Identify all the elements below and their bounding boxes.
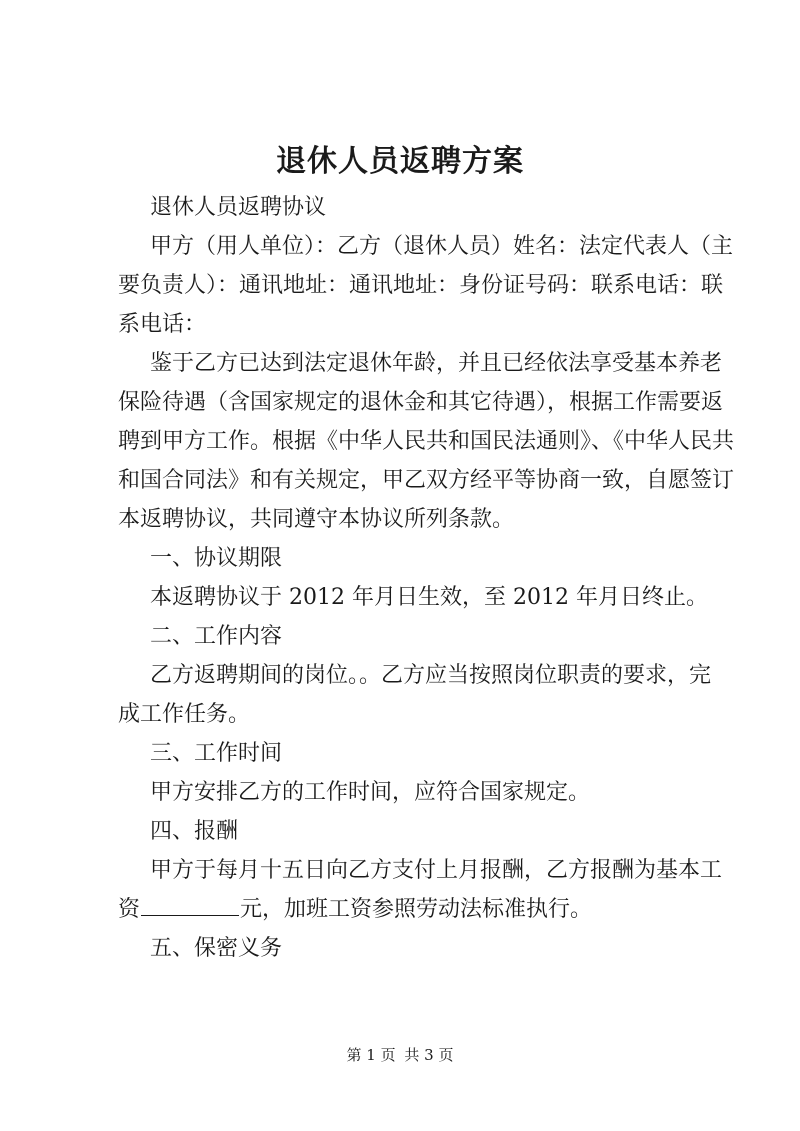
wage-suffix: 元，加班工资参照劳动法标准执行。 bbox=[240, 897, 593, 922]
text-line: 系电话： bbox=[118, 312, 207, 337]
wage-line bbox=[118, 890, 716, 929]
text-line: 甲方于每月十五日向乙方支付上月报酬，乙方报酬为基本工 bbox=[150, 858, 723, 883]
text-line: 鉴于乙方已达到法定退休年龄，并且已经依法享受基本养老 bbox=[150, 351, 723, 376]
text-line: 保险待遇（含国家规定的退休金和其它待遇），根据工作需要返 bbox=[118, 390, 724, 415]
text-line: 退休人员返聘协议 bbox=[150, 195, 327, 220]
text-line: 本返聘协议，共同遵守本协议所列条款。 bbox=[118, 507, 515, 532]
section-heading: 三、工作时间 bbox=[150, 741, 283, 766]
text-line: 要负责人）：通讯地址：通讯地址：身份证号码：联系电话：联 bbox=[118, 273, 724, 298]
text-line: 甲方安排乙方的工作时间，应符合国家规定。 bbox=[150, 780, 591, 805]
text-line: 成工作任务。 bbox=[118, 702, 251, 727]
text-line: 本返聘协议于 2012 年月日生效，至 2012 年月日终止。 bbox=[150, 585, 708, 610]
text-line: 甲方（用人单位）：乙方（退休人员）姓名：法定代表人（主 bbox=[150, 234, 734, 259]
wage-blank-field bbox=[141, 893, 239, 916]
page-total: 共 3 页 bbox=[404, 1046, 454, 1064]
text-line: 乙方返聘期间的岗位。。乙方应当按照岗位职责的要求，完 bbox=[150, 663, 712, 688]
document-body bbox=[118, 188, 735, 968]
text-line: 和国合同法》和有关规定，甲乙双方经平等协商一致，自愿签订 bbox=[118, 468, 735, 493]
section-heading: 一、协议期限 bbox=[150, 546, 283, 571]
page-number: 第 1 页 bbox=[346, 1046, 396, 1064]
text-line: 聘到甲方工作。根据《中华人民共和国民法通则》、《中华人民共 bbox=[118, 429, 735, 454]
section-heading: 五、保密义务 bbox=[150, 936, 283, 961]
page-footer bbox=[0, 1044, 800, 1066]
wage-prefix: 资 bbox=[118, 897, 141, 922]
section-heading: 二、工作内容 bbox=[150, 624, 283, 649]
document-title: 退休人员返聘方案 bbox=[276, 144, 524, 179]
section-heading: 四、报酬 bbox=[150, 819, 239, 844]
